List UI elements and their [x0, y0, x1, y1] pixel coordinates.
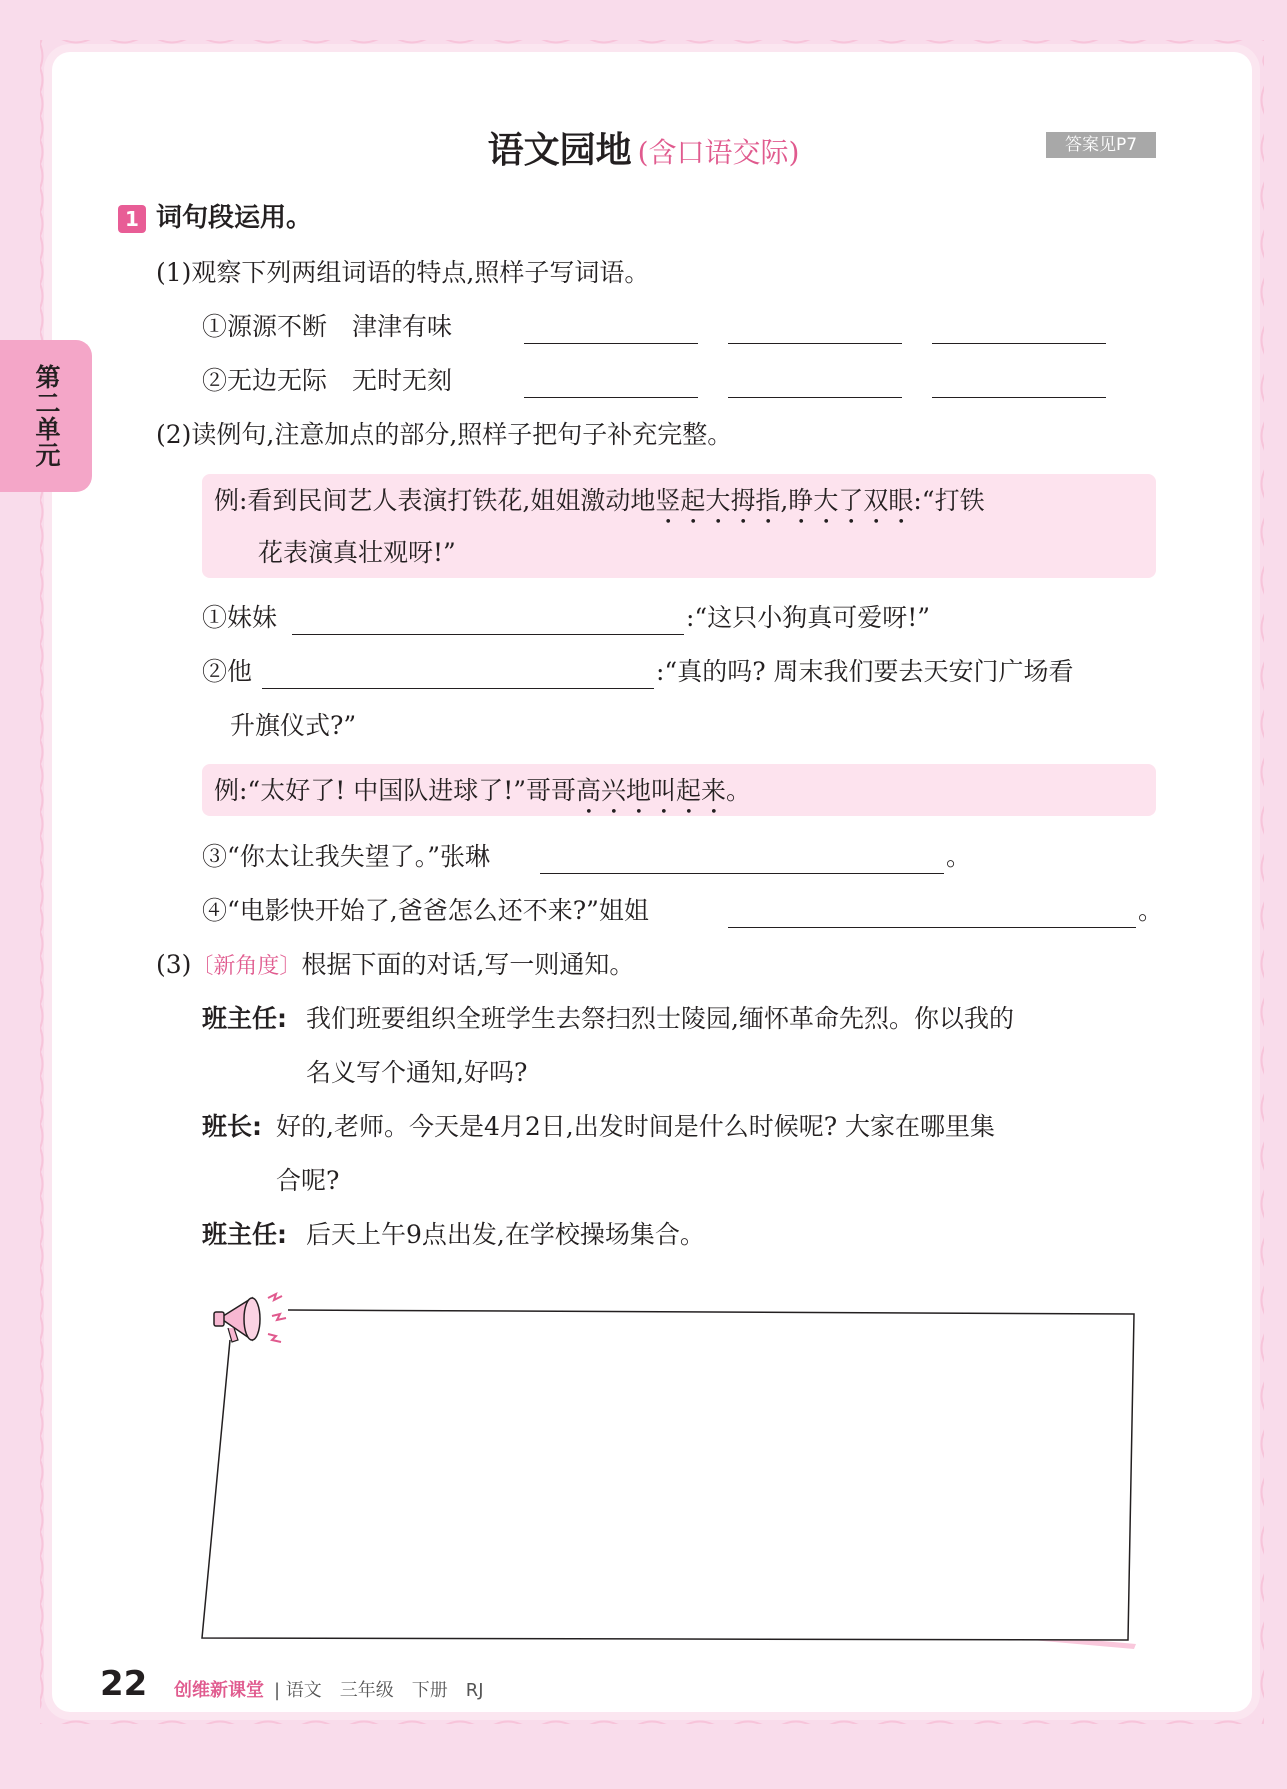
part3-instruction: 根据下面的对话,写一则通知。: [301, 950, 635, 979]
item1-lead: ①妹妹: [202, 603, 278, 632]
example2-text: 例:“太好了! 中国队进球了!”哥哥: [214, 776, 577, 805]
title-main: 语文园地: [487, 130, 632, 171]
item2-quote-cont: 升旗仪式?”: [230, 711, 357, 740]
item2-lead: ②他: [202, 657, 253, 686]
question-number-badge: 1: [118, 205, 146, 233]
answer-blank[interactable]: [932, 343, 1106, 344]
example2-text: 。: [726, 776, 752, 805]
part1-row2-examples: ②无边无际 无时无刻: [202, 366, 453, 395]
title-subtitle: (含口语交际): [637, 136, 800, 169]
answer-blank[interactable]: [540, 873, 944, 874]
example1-line2: 花表演真壮观呀!”: [258, 538, 456, 567]
answer-blank[interactable]: [728, 397, 902, 398]
part2-prompt: (2)读例句,注意加点的部分,照样子把句子补充完整。: [156, 420, 733, 449]
item3-lead: ③“你太让我失望了。”张琳: [202, 842, 491, 871]
part3-prompt: [156, 950, 634, 982]
part3-number: (3): [156, 950, 192, 979]
dialogue-line: 我们班要组织全班学生去祭扫烈士陵园,缅怀革命先烈。你以我的: [306, 1004, 1014, 1033]
book-info: | 语文 三年级 下册 RJ: [274, 1680, 484, 1701]
page-number: 22: [100, 1664, 148, 1704]
answer-blank[interactable]: [932, 397, 1106, 398]
dialogue-speaker: 班主任:: [202, 1220, 287, 1249]
answer-reference-badge: 答案见P7: [1046, 132, 1156, 158]
example1-text: :“打铁: [913, 486, 985, 515]
example2-line: [214, 776, 751, 820]
example1-text: 例:看到民间艺人表演打铁花,姐姐激动地: [214, 486, 656, 515]
question-title: 词句段运用。: [156, 203, 313, 233]
part1-prompt: (1)观察下列两组词语的特点,照样子写词语。: [156, 258, 650, 287]
part1-row1-examples: ①源源不断 津津有味: [202, 312, 453, 341]
example1-line1: [214, 486, 985, 530]
example1-dotted-phrase: 竖起大拇指: [655, 486, 781, 515]
item4-lead: ④“电影快开始了,爸爸怎么还不来?”姐姐: [202, 896, 649, 925]
example1-separator: ,: [780, 486, 789, 515]
book-brand: 创维新课堂: [174, 1680, 264, 1701]
dialogue-line: 名义写个通知,好吗?: [306, 1058, 528, 1087]
item4-end: 。: [1138, 896, 1164, 925]
answer-blank[interactable]: [524, 343, 698, 344]
example1-dotted-phrase: 睁大了双眼: [788, 486, 914, 515]
unit-tab-label: 第二单元: [32, 364, 61, 468]
item3-end: 。: [946, 842, 972, 871]
dialogue-line: 后天上午9点出发,在学校操场集合。: [306, 1220, 705, 1249]
dialogue-speaker: 班主任:: [202, 1004, 287, 1033]
dialogue-speaker: 班长:: [202, 1112, 262, 1141]
dialogue-line: 合呢?: [276, 1166, 340, 1195]
answer-blank[interactable]: [728, 927, 1136, 928]
answer-blank[interactable]: [292, 634, 684, 635]
new-angle-tag: 〔新角度〕: [191, 954, 302, 979]
item1-quote: :“这只小狗真可爱呀!”: [686, 603, 931, 632]
dialogue-line: 好的,老师。今天是4月2日,出发时间是什么时候呢? 大家在哪里集: [276, 1112, 996, 1141]
item2-quote: :“真的吗? 周末我们要去天安门广场看: [656, 657, 1074, 686]
example2-dotted-phrase: 高兴地叫起来: [576, 776, 727, 805]
notice-writing-area[interactable]: [200, 1270, 1150, 1650]
unit-side-tab: [0, 340, 92, 492]
answer-blank[interactable]: [728, 343, 902, 344]
answer-blank[interactable]: [524, 397, 698, 398]
answer-blank[interactable]: [262, 688, 654, 689]
